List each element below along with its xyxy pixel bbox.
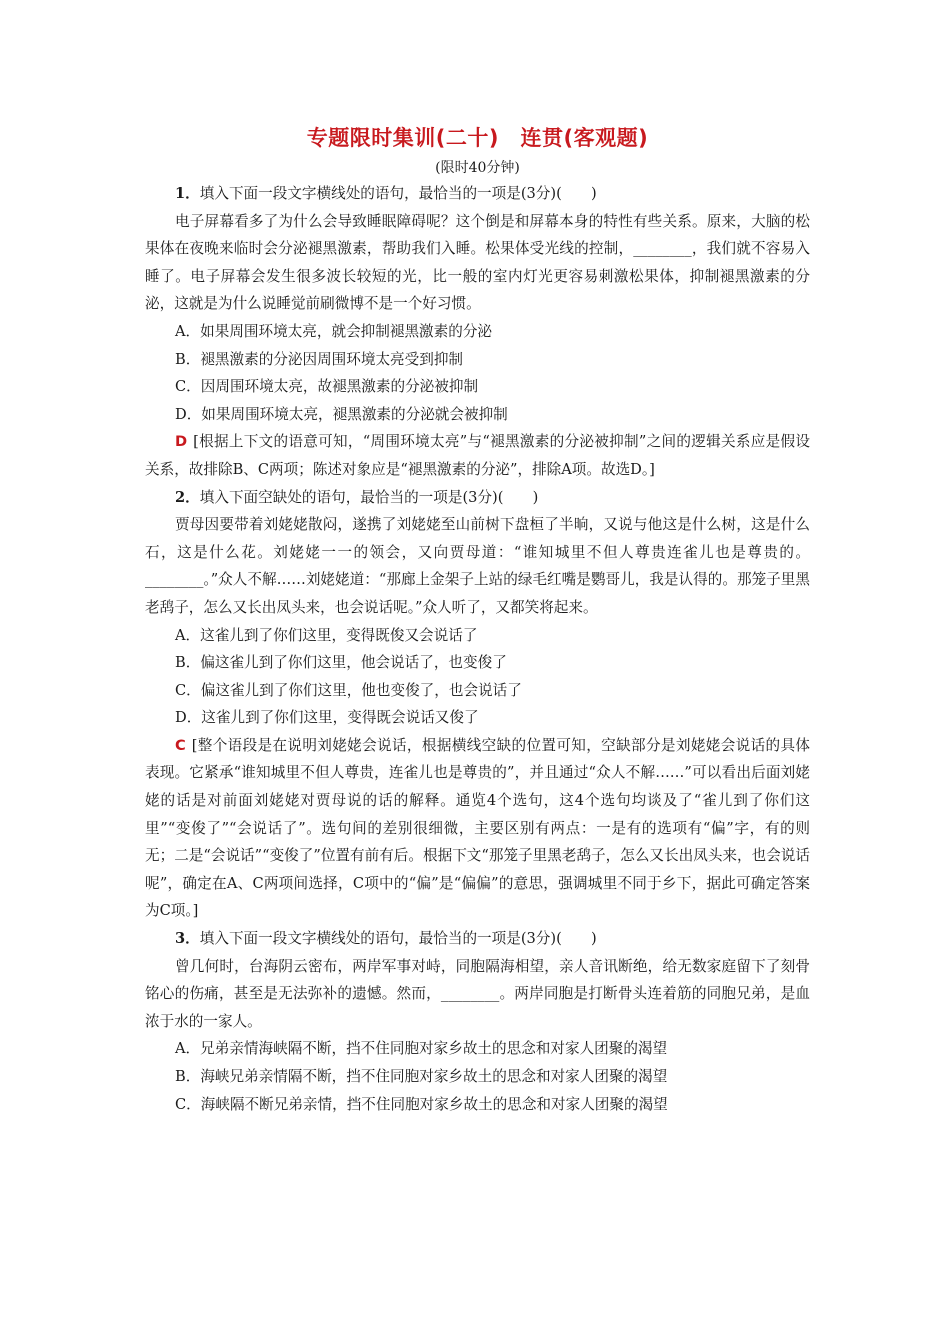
question-2-answer	[145, 732, 810, 925]
time-limit: (限时40分钟)	[435, 160, 520, 176]
question-1-answer	[145, 428, 810, 483]
question-3-option-a: A．兄弟亲情海峡隔不断，挡不住同胞对家乡故土的思念和对家人团聚的渴望	[175, 1040, 668, 1058]
question-3-prompt	[145, 925, 810, 953]
question-2-option-b: B．偏这雀儿到了你们这里，他会说话了，也变俊了	[175, 654, 507, 672]
question-prompt: 填入下面一段文字横线处的语句，最恰当的一项是(3分)( )	[199, 185, 597, 202]
question-1-option-a: A．如果周围环境太亮，就会抑制褪黑激素的分泌	[175, 322, 493, 340]
question-prompt: 填入下面空缺处的语句，最恰当的一项是(3分)( )	[199, 488, 539, 506]
question-1-option-d: D．如果周围环境太亮，褪黑激素的分泌就会被抑制	[175, 405, 508, 423]
answer-letter: D	[175, 433, 188, 451]
question-2-option-d: D．这雀儿到了你们这里，变得既会说话又俊了	[175, 709, 479, 727]
document-body	[145, 180, 810, 1118]
question-number: 2．	[175, 488, 200, 506]
question-1-option-b: B．褪黑激素的分泌因周围环境太亮受到抑制	[175, 350, 464, 368]
answer-letter: C	[175, 736, 186, 754]
answer-explanation: [整个语段是在说明刘姥姥会说话，根据横线空缺的位置可知，空缺部分是刘姥姥会说话的具体表现。它紧承“谁知城里不但人尊贵，连雀儿也是尊贵的”，并且通过“众人不解……”可以看出后面刘姥姥的话是对前面刘姥姥对贾母说的话的解释。通览4个选句，这4个选句均谈及了“雀儿到了你们这里”“变俊了”“会说话了”。选句间的差别很细微，主要区别有两点：一是有的选项有“偏”字，有的则无；二是“会说话”“变俊了”位置有前有后。根据下文“那笼子里黑老鸹子，怎么又长出凤头来，也会说话呢”，确定在A、C两项间选择，C项中的“偏”是“偏偏”的意思，强调城里不同于乡下，据此可确定答案为C项。]	[145, 736, 810, 920]
question-3-passage: 曾几何时，台海阴云密布，两岸军事对峙，同胞隔海相望，亲人音讯断绝，给无数家庭留下了刻骨铭心的伤痛，甚至是无法弥补的遗憾。然而，________。两岸同胞是打断骨头连着筋的同胞兄弟，是血浓于水的一家人。	[145, 957, 810, 1030]
question-2-prompt	[145, 484, 810, 512]
question-number: 3．	[175, 930, 200, 948]
page-title: 专题限时集训(二十) 连贯(客观题)	[306, 126, 649, 150]
question-3-option-b: B．海峡兄弟亲情隔不断，挡不住同胞对家乡故土的思念和对家人团聚的渴望	[175, 1068, 668, 1085]
question-2-option-c: C．偏这雀儿到了你们这里，他也变俊了，也会说话了	[175, 681, 522, 699]
question-2-passage: 贾母因要带着刘姥姥散闷，遂携了刘姥姥至山前树下盘桓了半晌，又说与他这是什么树，这是什么石，这是什么花。刘姥姥一一的领会，又向贾母道：“谁知城里不但人尊贵连雀儿也是尊贵的。________。”众人不解……刘姥姥道：“那廊上金架子上站的绿毛红嘴是鹦哥儿，我是认得的。那笼子里黑老鸹子，怎么又长出凤头来，也会说话呢。”众人听了，又都笑将起来。	[145, 516, 810, 616]
question-1-option-c: C．因周围环境太亮，故褪黑激素的分泌被抑制	[175, 378, 479, 396]
question-number: 1．	[175, 185, 200, 202]
question-3-option-c: C．海峡隔不断兄弟亲情，挡不住同胞对家乡故土的思念和对家人团聚的渴望	[175, 1095, 668, 1113]
question-1-prompt	[145, 180, 810, 208]
question-1-passage: 电子屏幕看多了为什么会导致睡眠障碍呢？这个倒是和屏幕本身的特性有些关系。原来，大脑的松果体在夜晚来临时会分泌褪黑激素，帮助我们入睡。松果体受光线的控制，________，我们就不容易入睡了。电子屏幕会发生很多波长较短的光，比一般的室内灯光更容易刺激松果体，抑制褪黑激素的分泌，这就是为什么说睡觉前刷微博不是一个好习惯。	[145, 212, 810, 313]
question-2-option-a: A．这雀儿到了你们这里，变得既俊又会说话了	[175, 626, 478, 644]
answer-explanation: [根据上下文的语意可知，“周围环境太亮”与“褪黑激素的分泌被抑制”之间的逻辑关系应是假设关系，故排除B、C两项；陈述对象应是“褪黑激素的分泌”，排除A项。故选D。]	[145, 433, 810, 478]
question-prompt: 填入下面一段文字横线处的语句，最恰当的一项是(3分)( )	[199, 930, 597, 948]
